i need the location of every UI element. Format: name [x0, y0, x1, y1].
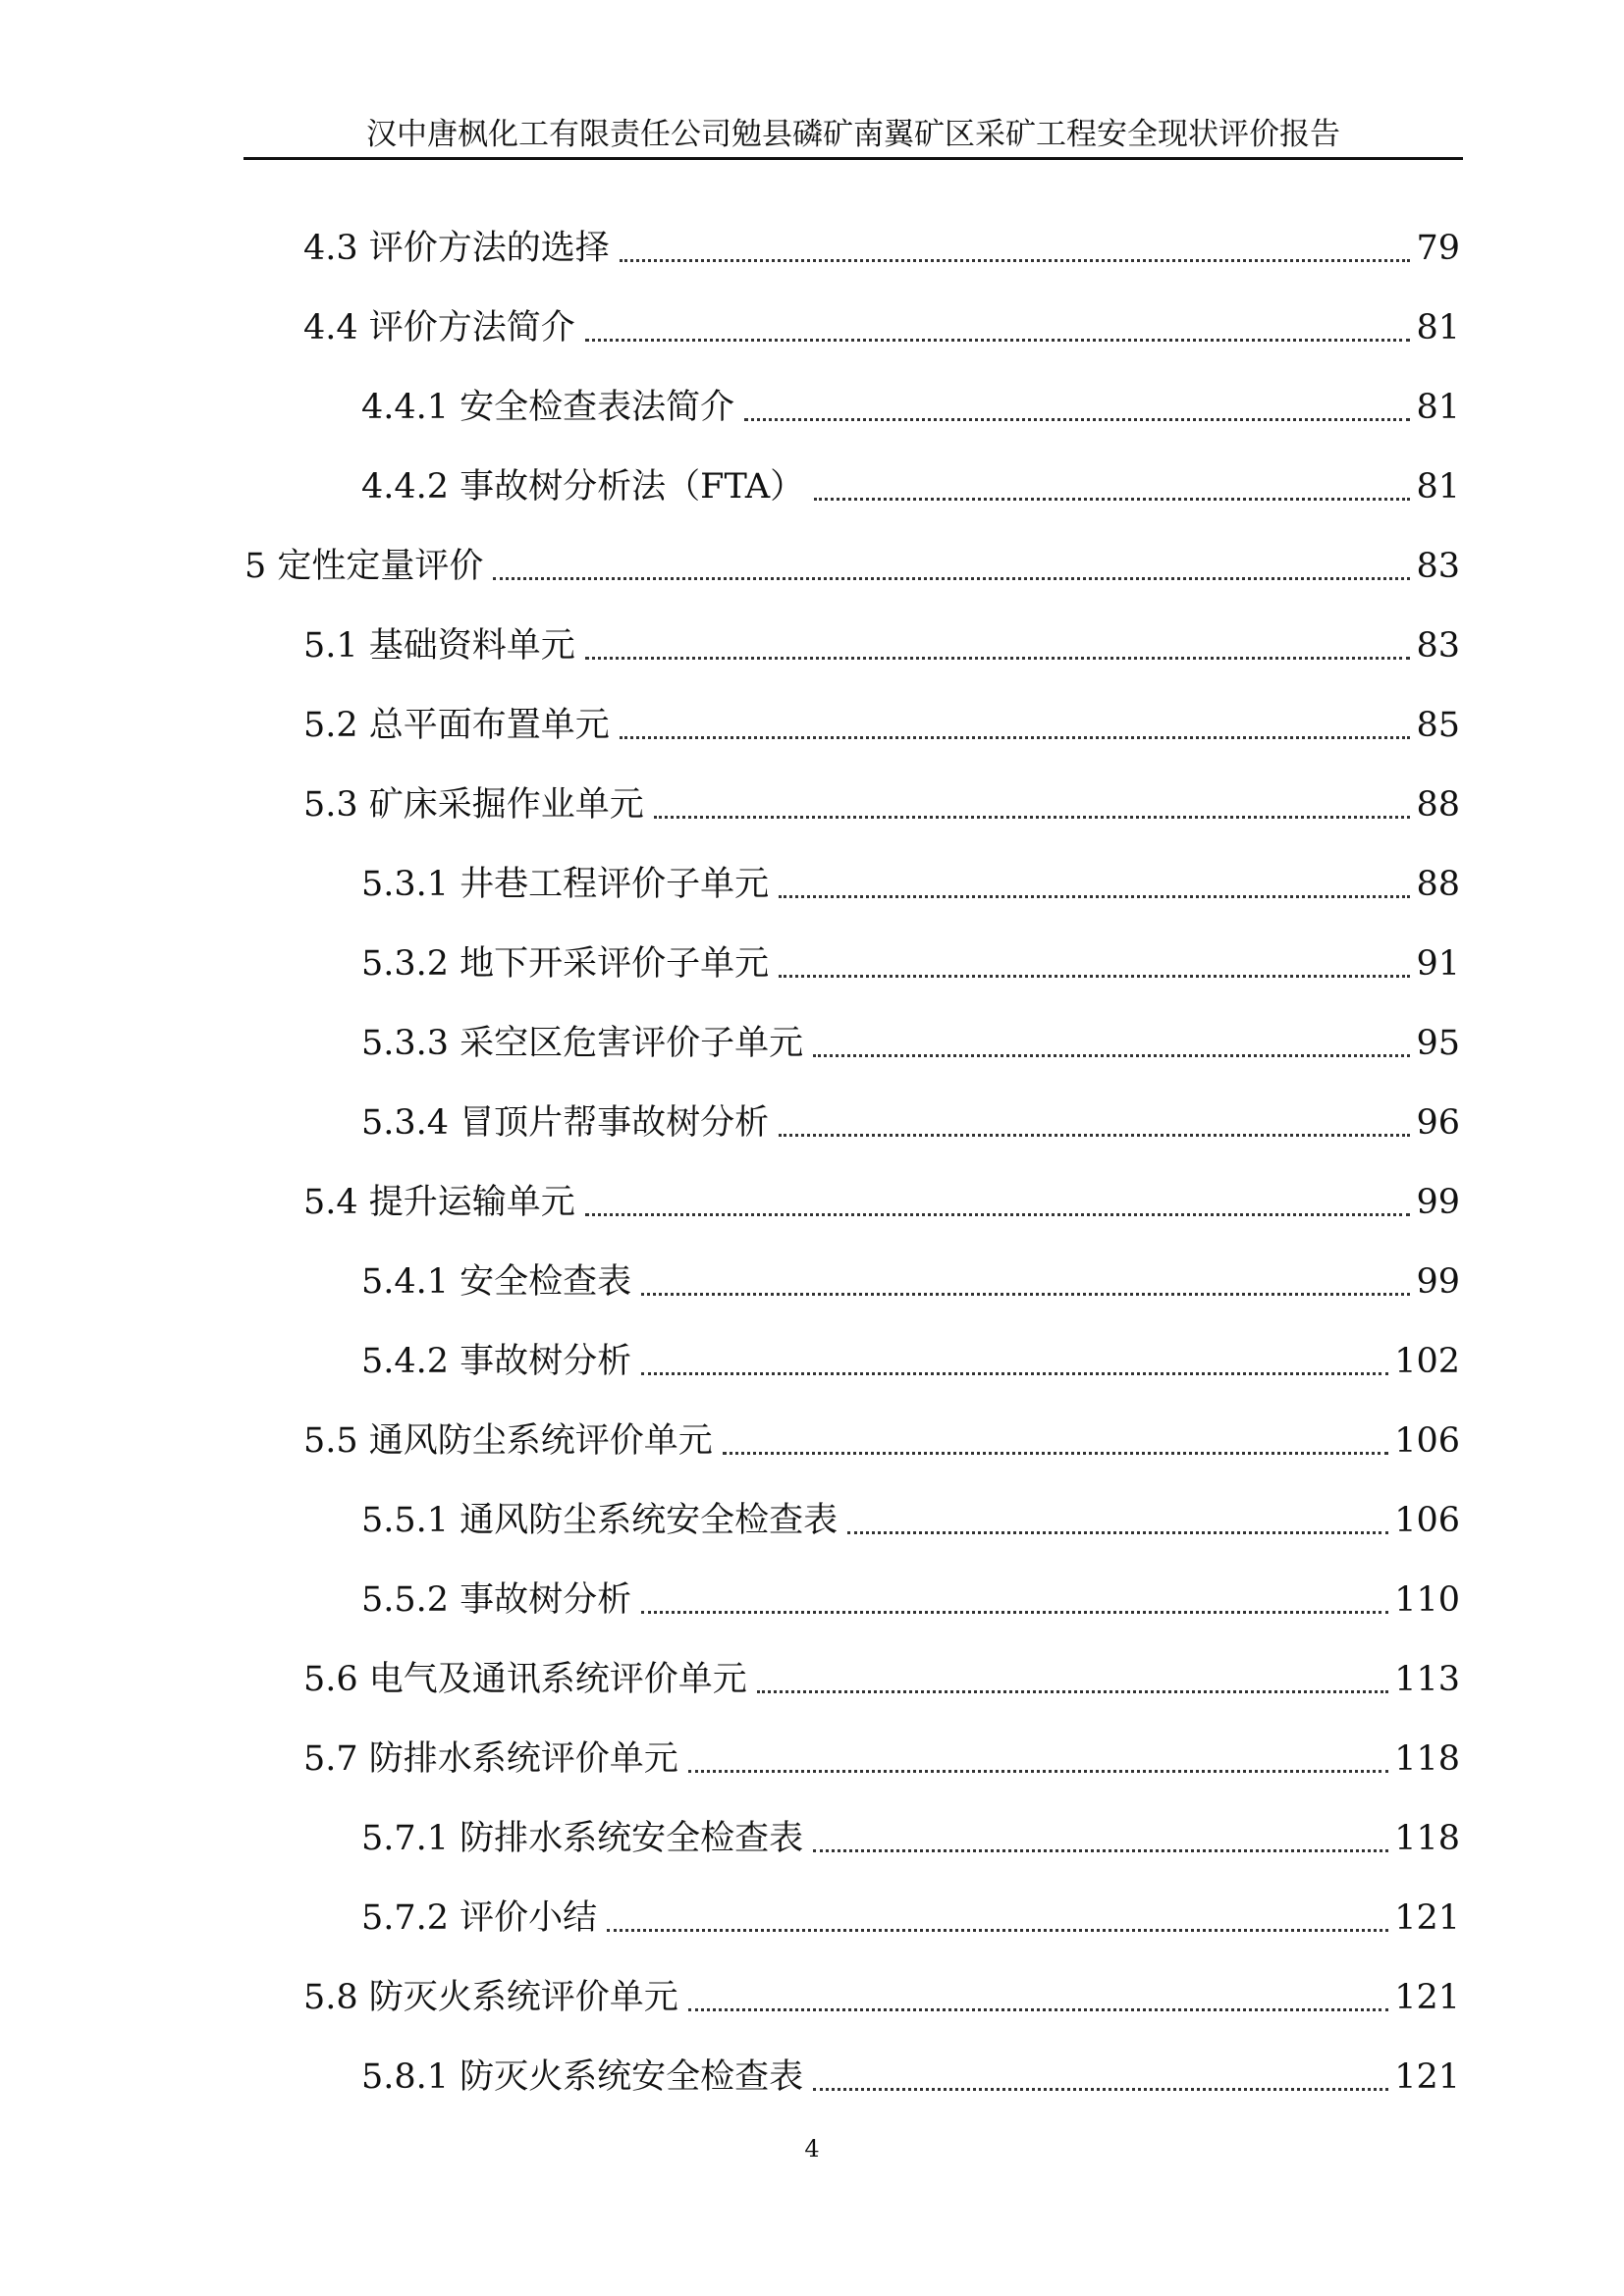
toc-entry[interactable]: [361, 459, 1460, 514]
dot-leader: [654, 816, 1411, 819]
toc-entry-page-number: 121: [1394, 1978, 1460, 2017]
dot-leader: [757, 1690, 1388, 1693]
toc-entry-label: 5.3.3 采空区危害评价子单元: [361, 1024, 804, 1063]
toc-entry[interactable]: [303, 777, 1460, 832]
dot-leader: [847, 1531, 1388, 1534]
dot-leader: [585, 339, 1411, 342]
dot-leader: [585, 1213, 1411, 1216]
toc-entry-label: 5.5.1 通风防尘系统安全检查表: [361, 1501, 839, 1540]
toc-entry-page-number: 102: [1394, 1342, 1460, 1381]
toc-entry[interactable]: [303, 1414, 1460, 1468]
toc-entry-label: 5.6 电气及通讯系统评价单元: [303, 1660, 747, 1699]
toc-entry-page-number: 118: [1394, 1819, 1460, 1858]
toc-entry[interactable]: [303, 618, 1460, 673]
toc-entry[interactable]: [361, 936, 1460, 991]
toc-entry-page-number: 81: [1416, 388, 1460, 427]
toc-entry-label: 5.3.2 地下开采评价子单元: [361, 944, 770, 984]
toc-entry-label: 4.3 评价方法的选择: [303, 229, 610, 268]
toc-entry-page-number: 99: [1416, 1183, 1460, 1222]
dot-leader: [620, 736, 1411, 739]
toc-entry-page-number: 106: [1394, 1421, 1460, 1461]
toc-entry[interactable]: [361, 2050, 1460, 2105]
toc-entry-label: 5.8 防灭火系统评价单元: [303, 1978, 678, 2017]
toc-entry-page-number: 96: [1416, 1103, 1460, 1143]
toc-entry-page-number: 81: [1416, 308, 1460, 347]
dot-leader: [813, 1849, 1388, 1852]
toc-entry-label: 4.4.1 安全检查表法简介: [361, 388, 735, 427]
toc-entry-page-number: 113: [1394, 1660, 1460, 1699]
toc-entry[interactable]: [361, 1016, 1460, 1071]
toc-entry-page-number: 85: [1416, 706, 1460, 745]
toc-entry[interactable]: [361, 1573, 1460, 1628]
toc-entry[interactable]: [361, 380, 1460, 435]
toc-entry-label: 5.8.1 防灭火系统安全检查表: [361, 2057, 804, 2097]
toc-entry[interactable]: [361, 1095, 1460, 1150]
toc-entry-label: 5.3.1 井巷工程评价子单元: [361, 865, 770, 904]
toc-entry-label: 4.4.2 事故树分析法（FTA）: [361, 467, 805, 507]
toc-entry-page-number: 95: [1416, 1024, 1460, 1063]
toc-entry-label: 5.5 通风防尘系统评价单元: [303, 1421, 713, 1461]
toc-entry-page-number: 118: [1394, 1739, 1460, 1779]
toc-entry[interactable]: [303, 1970, 1460, 2025]
dot-leader: [813, 1054, 1410, 1057]
dot-leader: [620, 259, 1411, 262]
dot-leader: [779, 975, 1410, 978]
toc-entry[interactable]: [303, 1175, 1460, 1230]
dot-leader: [779, 895, 1410, 898]
toc-entry[interactable]: [361, 1811, 1460, 1866]
dot-leader: [813, 2088, 1388, 2091]
toc-entry-page-number: 83: [1416, 547, 1460, 586]
page-number: 4: [804, 2135, 820, 2163]
toc-entry-label: 4.4 评价方法简介: [303, 308, 575, 347]
toc-entry[interactable]: [303, 300, 1460, 355]
dot-leader: [744, 418, 1410, 421]
dot-leader: [493, 577, 1410, 580]
toc-entry-page-number: 121: [1394, 1898, 1460, 1938]
dot-leader: [585, 657, 1411, 660]
toc-entry-label: 5.7 防排水系统评价单元: [303, 1739, 678, 1779]
toc-entry-label: 5.3.4 冒顶片帮事故树分析: [361, 1103, 770, 1143]
toc-entry-label: 5.7.2 评价小结: [361, 1898, 598, 1938]
toc-entry[interactable]: [361, 1891, 1460, 1946]
toc-entry-label: 5 定性定量评价: [244, 547, 484, 586]
dot-leader: [641, 1293, 1410, 1296]
toc-entry-page-number: 83: [1416, 626, 1460, 666]
toc-entry-page-number: 79: [1416, 229, 1460, 268]
toc-entry-label: 5.1 基础资料单元: [303, 626, 575, 666]
toc-entry-label: 5.7.1 防排水系统安全检查表: [361, 1819, 804, 1858]
toc-entry[interactable]: [303, 698, 1460, 753]
dot-leader: [723, 1452, 1388, 1455]
toc-entry-page-number: 99: [1416, 1262, 1460, 1302]
toc-entry-page-number: 88: [1416, 785, 1460, 825]
toc-entry[interactable]: [303, 1652, 1460, 1707]
toc-entry[interactable]: [361, 1255, 1460, 1309]
toc-entry-page-number: 91: [1416, 944, 1460, 984]
toc-entry-label: 5.3 矿床采掘作业单元: [303, 785, 644, 825]
toc-entry-label: 5.5.2 事故树分析: [361, 1580, 632, 1620]
toc-entry-page-number: 110: [1394, 1580, 1460, 1620]
toc-entry-label: 5.4.1 安全检查表: [361, 1262, 632, 1302]
dot-leader: [688, 1770, 1388, 1773]
toc-entry-label: 5.4.2 事故树分析: [361, 1342, 632, 1381]
toc-entry[interactable]: [361, 1334, 1460, 1389]
toc-entry-page-number: 106: [1394, 1501, 1460, 1540]
toc-entry[interactable]: [244, 539, 1460, 594]
dot-leader: [779, 1134, 1410, 1137]
toc-entry-label: 5.4 提升运输单元: [303, 1183, 575, 1222]
dot-leader: [641, 1372, 1388, 1375]
toc-entry[interactable]: [361, 1493, 1460, 1548]
dot-leader: [688, 2008, 1388, 2011]
dot-leader: [814, 498, 1410, 501]
dot-leader: [607, 1929, 1388, 1932]
toc-entry[interactable]: [303, 221, 1460, 276]
toc-entry[interactable]: [361, 857, 1460, 912]
toc-entry-label: 5.2 总平面布置单元: [303, 706, 610, 745]
toc-entry-page-number: 81: [1416, 467, 1460, 507]
dot-leader: [641, 1611, 1388, 1614]
toc-entry-page-number: 88: [1416, 865, 1460, 904]
toc-entry[interactable]: [303, 1732, 1460, 1787]
running-header: 汉中唐枫化工有限责任公司勉县磷矿南翼矿区采矿工程安全现状评价报告: [366, 117, 1340, 152]
toc-entry-page-number: 121: [1394, 2057, 1460, 2097]
